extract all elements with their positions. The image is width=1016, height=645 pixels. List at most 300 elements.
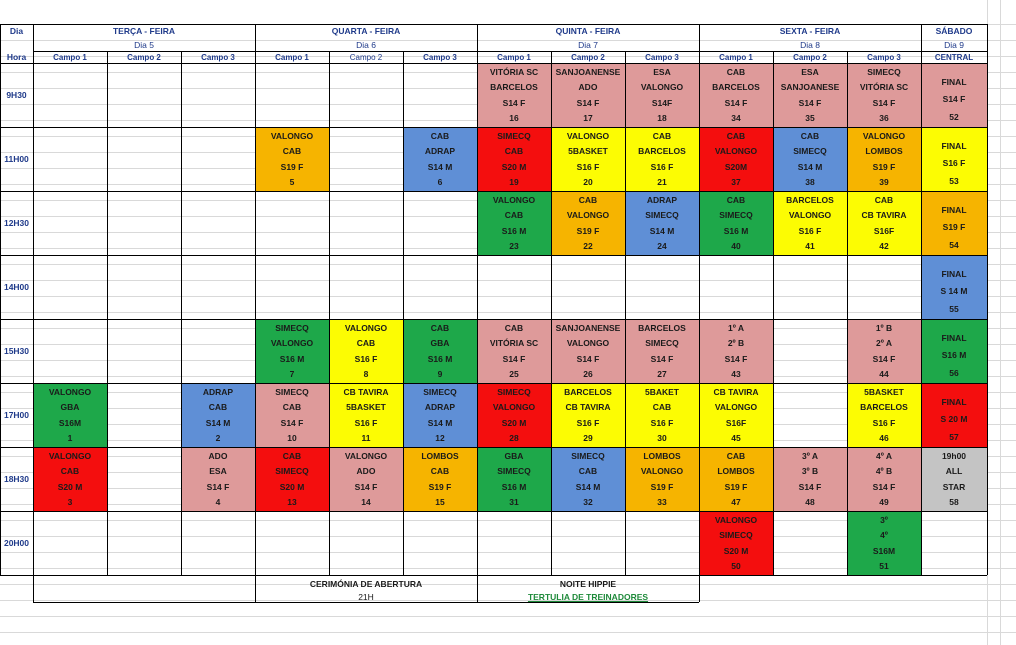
game-line: S19 F bbox=[650, 481, 674, 492]
game-line: 36 bbox=[879, 113, 889, 123]
game-cell[interactable] bbox=[551, 127, 625, 191]
game-line: CAB bbox=[60, 466, 80, 476]
game-line: 17 bbox=[583, 113, 593, 123]
game-line: 51 bbox=[879, 561, 889, 571]
game-cell[interactable] bbox=[181, 447, 255, 511]
game-line: 48 bbox=[805, 497, 815, 507]
game-line: 56 bbox=[949, 367, 959, 378]
game-line: VALONGO bbox=[48, 450, 92, 461]
game-line: 4º bbox=[880, 530, 888, 540]
game-cell[interactable] bbox=[699, 447, 773, 511]
game-line: S16 F bbox=[650, 161, 674, 172]
grid-line bbox=[0, 63, 987, 64]
day-title: QUINTA - FEIRA bbox=[555, 26, 621, 36]
game-cell[interactable] bbox=[773, 127, 847, 191]
game-line: 58 bbox=[949, 497, 959, 507]
game-line: 3º B bbox=[801, 466, 819, 476]
party-title: NOITE HIPPIE bbox=[559, 579, 617, 589]
game-line: CAB bbox=[282, 146, 302, 156]
game-line: VITÓRIA SC bbox=[489, 66, 539, 77]
game-line: VALONGO bbox=[48, 386, 92, 397]
campo-header: Campo 1 bbox=[497, 53, 531, 62]
game-line: S14F bbox=[651, 97, 673, 108]
game-line: GBA bbox=[504, 450, 524, 461]
game-line: CB TAVIRA bbox=[861, 210, 907, 220]
game-cell[interactable] bbox=[329, 319, 403, 383]
grid-line bbox=[987, 24, 988, 575]
dia-label: Dia bbox=[9, 26, 24, 36]
game-line: FINAL bbox=[941, 332, 967, 343]
game-line: BARCELOS bbox=[638, 146, 686, 156]
game-line: 41 bbox=[805, 241, 815, 251]
game-cell[interactable] bbox=[477, 191, 551, 255]
game-cell[interactable] bbox=[921, 447, 987, 511]
game-cell[interactable] bbox=[625, 447, 699, 511]
day-title: TERÇA - FEIRA bbox=[112, 26, 175, 36]
game-line: S14 F bbox=[502, 353, 526, 364]
game-line: 40 bbox=[731, 241, 741, 251]
game-cell[interactable] bbox=[699, 511, 773, 575]
game-cell[interactable] bbox=[847, 319, 921, 383]
game-line: 34 bbox=[731, 113, 741, 123]
game-cell[interactable] bbox=[33, 447, 107, 511]
game-cell[interactable] bbox=[847, 127, 921, 191]
game-line: SIMECQ bbox=[497, 386, 531, 397]
game-line: 20 bbox=[583, 177, 593, 187]
game-line: S14 F bbox=[576, 353, 600, 364]
game-line: S14 M bbox=[427, 417, 453, 428]
game-line: 42 bbox=[879, 241, 889, 251]
game-line: ADRAP bbox=[646, 194, 678, 205]
game-line: S14 F bbox=[798, 481, 822, 492]
day-title: SEXTA - FEIRA bbox=[779, 26, 841, 36]
day-subtitle: Dia 9 bbox=[944, 40, 964, 50]
game-cell[interactable] bbox=[625, 383, 699, 447]
game-cell[interactable] bbox=[699, 383, 773, 447]
game-line: VALONGO bbox=[566, 338, 610, 348]
game-line: 49 bbox=[879, 497, 889, 507]
game-line: 46 bbox=[879, 433, 889, 443]
game-line: CAB bbox=[430, 322, 450, 333]
game-line: 57 bbox=[949, 431, 959, 442]
game-line: S14 M bbox=[427, 161, 453, 172]
game-cell[interactable] bbox=[773, 447, 847, 511]
grid-line bbox=[181, 51, 182, 575]
game-line: 31 bbox=[509, 497, 519, 507]
grid-line bbox=[329, 51, 330, 575]
game-line: 23 bbox=[509, 241, 519, 251]
game-line: SIMECQ bbox=[497, 130, 531, 141]
game-line: SANJOANENSE bbox=[555, 66, 621, 77]
game-line: 55 bbox=[949, 303, 959, 314]
game-line: 22 bbox=[583, 241, 593, 251]
day-subtitle: Dia 5 bbox=[134, 40, 154, 50]
grid-line bbox=[477, 24, 478, 602]
gridline bbox=[1000, 0, 1001, 645]
game-cell[interactable] bbox=[847, 511, 921, 575]
game-line: LOMBOS bbox=[421, 450, 459, 461]
game-line: CB TAVIRA bbox=[713, 386, 759, 397]
game-line: S16 M bbox=[501, 225, 527, 236]
hour-label: 17H00 bbox=[3, 410, 30, 420]
game-line: 16 bbox=[509, 113, 519, 123]
grid-line bbox=[107, 51, 108, 575]
game-line: S14 F bbox=[280, 417, 304, 428]
game-cell[interactable] bbox=[551, 63, 625, 127]
game-line: S19 F bbox=[280, 161, 304, 172]
day-title: SÁBADO bbox=[935, 26, 973, 36]
game-line: ESA bbox=[801, 66, 819, 77]
grid-line bbox=[0, 575, 987, 576]
game-line: CAB bbox=[652, 402, 672, 412]
game-cell[interactable] bbox=[403, 127, 477, 191]
game-line: CAB bbox=[578, 466, 598, 476]
game-line: SANJOANESE bbox=[780, 82, 840, 92]
game-line: VALONGO bbox=[640, 82, 684, 92]
game-line: VITÓRIA SC bbox=[859, 82, 909, 92]
game-cell[interactable] bbox=[921, 383, 987, 447]
game-line: ADO bbox=[208, 450, 228, 461]
game-line: 8 bbox=[363, 369, 369, 379]
game-line: SIMECQ bbox=[719, 530, 753, 540]
game-line: S20M bbox=[724, 161, 748, 172]
game-line: VALONGO bbox=[270, 130, 314, 141]
game-line: FINAL bbox=[941, 268, 967, 279]
grid-line bbox=[403, 51, 404, 575]
game-line: SIMECQ bbox=[275, 386, 309, 397]
game-line: 54 bbox=[949, 239, 959, 250]
game-line: LOMBOS bbox=[643, 450, 681, 461]
game-cell[interactable] bbox=[921, 191, 987, 255]
game-line: 9 bbox=[437, 369, 443, 379]
game-cell[interactable] bbox=[477, 447, 551, 511]
game-line: 43 bbox=[731, 369, 741, 379]
day-title: QUARTA - FEIRA bbox=[331, 26, 401, 36]
grid-line bbox=[0, 383, 987, 384]
game-cell[interactable] bbox=[699, 127, 773, 191]
game-line: S14 M bbox=[205, 417, 231, 428]
game-cell[interactable] bbox=[551, 319, 625, 383]
gridline bbox=[0, 296, 1016, 297]
game-line: ADRAP bbox=[202, 386, 234, 397]
game-cell[interactable] bbox=[773, 63, 847, 127]
grid-line bbox=[0, 255, 987, 256]
game-line: 1º B bbox=[875, 322, 893, 333]
day-subtitle: Dia 6 bbox=[356, 40, 376, 50]
game-cell[interactable] bbox=[329, 383, 403, 447]
game-line: VALONGO bbox=[270, 338, 314, 348]
hora-label: Hora bbox=[6, 52, 27, 62]
game-line: 37 bbox=[731, 177, 741, 187]
game-line: CAB bbox=[504, 146, 524, 156]
game-line: 26 bbox=[583, 369, 593, 379]
game-line: CAB bbox=[726, 130, 746, 141]
game-cell[interactable] bbox=[181, 383, 255, 447]
game-line: 6 bbox=[437, 177, 443, 187]
day-subtitle: Dia 8 bbox=[800, 40, 820, 50]
game-line: VALONGO bbox=[566, 130, 610, 141]
game-cell[interactable] bbox=[255, 447, 329, 511]
game-cell[interactable] bbox=[551, 191, 625, 255]
campo-header: Campo 2 bbox=[793, 53, 827, 62]
game-line: CAB bbox=[726, 66, 746, 77]
grid-line bbox=[33, 602, 699, 603]
game-line: LOMBOS bbox=[717, 466, 755, 476]
campo-header: Campo 1 bbox=[53, 53, 87, 62]
grid-line bbox=[699, 24, 700, 602]
party-link[interactable]: TERTULIA DE TREINADORES bbox=[527, 592, 649, 602]
game-line: ADO bbox=[578, 82, 598, 92]
game-line: 25 bbox=[509, 369, 519, 379]
game-cell[interactable] bbox=[921, 127, 987, 191]
game-line: 24 bbox=[657, 241, 667, 251]
game-line: CB TAVIRA bbox=[565, 402, 611, 412]
game-line: VALONGO bbox=[492, 402, 536, 412]
grid-line bbox=[0, 127, 987, 128]
game-line: CAB bbox=[282, 450, 302, 461]
game-line: VALONGO bbox=[714, 402, 758, 412]
game-cell[interactable] bbox=[625, 127, 699, 191]
game-line: S16F bbox=[873, 225, 895, 236]
grid-line bbox=[0, 447, 987, 448]
game-cell[interactable] bbox=[921, 255, 987, 319]
hour-label: 20H00 bbox=[3, 538, 30, 548]
game-line: 53 bbox=[949, 175, 959, 186]
grid-line bbox=[33, 24, 34, 602]
grid-line bbox=[0, 511, 987, 512]
game-cell[interactable] bbox=[33, 383, 107, 447]
game-line: SIMECQ bbox=[497, 466, 531, 476]
game-line: 19h00 bbox=[941, 450, 967, 461]
campo-header: Campo 2 bbox=[349, 53, 383, 62]
game-line: FINAL bbox=[941, 396, 967, 407]
game-cell[interactable] bbox=[847, 63, 921, 127]
game-line: S16 M bbox=[941, 350, 967, 361]
grid-line bbox=[847, 51, 848, 575]
game-line: 4 bbox=[215, 497, 221, 507]
game-cell[interactable] bbox=[625, 191, 699, 255]
game-cell[interactable] bbox=[255, 319, 329, 383]
game-cell[interactable] bbox=[255, 383, 329, 447]
game-line: VALONGO bbox=[492, 194, 536, 205]
game-cell[interactable] bbox=[847, 383, 921, 447]
game-line: S16M bbox=[58, 417, 82, 428]
game-line: S14 F bbox=[724, 97, 748, 108]
game-line: S14 F bbox=[872, 481, 896, 492]
game-cell[interactable] bbox=[551, 447, 625, 511]
game-line: BARCELOS bbox=[860, 402, 908, 412]
game-line: SIMECQ bbox=[867, 66, 901, 77]
game-cell[interactable] bbox=[699, 319, 773, 383]
game-line: STAR bbox=[942, 481, 966, 492]
hour-label: 12H30 bbox=[3, 218, 30, 228]
game-line: VALONGO bbox=[862, 130, 906, 141]
hour-label: 11H00 bbox=[4, 154, 29, 164]
game-line: 2 bbox=[215, 433, 221, 443]
game-line: ADRAP bbox=[424, 402, 456, 412]
game-line: 11 bbox=[361, 433, 371, 443]
game-line: S 14 M bbox=[940, 286, 968, 297]
game-line: SIMECQ bbox=[719, 210, 753, 220]
game-line: VALONGO bbox=[344, 450, 388, 461]
game-line: S14 F bbox=[872, 97, 896, 108]
game-cell[interactable] bbox=[847, 447, 921, 511]
game-line: S20 M bbox=[57, 481, 83, 492]
grid-line bbox=[0, 319, 987, 320]
campo-header: Campo 3 bbox=[423, 53, 457, 62]
game-line: 3º A bbox=[801, 450, 819, 461]
game-line: 2º B bbox=[727, 338, 745, 348]
game-cell[interactable] bbox=[403, 319, 477, 383]
game-line: 27 bbox=[657, 369, 667, 379]
game-line: S20 M bbox=[723, 545, 749, 556]
game-line: S16 F bbox=[942, 158, 966, 169]
game-line: GBA bbox=[430, 338, 450, 348]
game-line: S14 F bbox=[872, 353, 896, 364]
game-line: S19 F bbox=[428, 481, 452, 492]
game-cell[interactable] bbox=[773, 191, 847, 255]
gridline bbox=[0, 312, 1016, 313]
game-line: S16 M bbox=[279, 353, 305, 364]
game-cell[interactable] bbox=[477, 63, 551, 127]
game-line: SIMECQ bbox=[793, 146, 827, 156]
game-line: 44 bbox=[879, 369, 889, 379]
game-line: BARCELOS bbox=[564, 386, 612, 397]
gridline bbox=[0, 264, 1016, 265]
game-line: VALONGO bbox=[640, 466, 684, 476]
game-line: ESA bbox=[653, 66, 671, 77]
game-line: VALONGO bbox=[714, 146, 758, 156]
game-line: 39 bbox=[879, 177, 889, 187]
game-line: 45 bbox=[731, 433, 741, 443]
game-line: S14 F bbox=[650, 353, 674, 364]
ceremony-title: CERIMÓNIA DE ABERTURA bbox=[309, 579, 423, 589]
game-line: CAB bbox=[578, 194, 598, 205]
game-line: FINAL bbox=[941, 204, 967, 215]
hour-label: 9H30 bbox=[6, 90, 27, 100]
game-line: S16 F bbox=[650, 417, 674, 428]
game-line: 1 bbox=[67, 433, 73, 443]
game-line: 4º B bbox=[875, 466, 893, 476]
game-line: BARCELOS bbox=[490, 82, 538, 92]
game-line: BARCELOS bbox=[712, 82, 760, 92]
game-line: S14 M bbox=[575, 481, 601, 492]
game-line: SIMECQ bbox=[645, 210, 679, 220]
game-line: CAB bbox=[874, 194, 894, 205]
game-line: S16 M bbox=[427, 353, 453, 364]
game-line: 12 bbox=[435, 433, 445, 443]
game-cell[interactable] bbox=[699, 63, 773, 127]
game-cell[interactable] bbox=[403, 447, 477, 511]
game-line: 21 bbox=[657, 177, 667, 187]
game-cell[interactable] bbox=[699, 191, 773, 255]
game-line: 5BASKET bbox=[346, 402, 386, 412]
grid-line bbox=[625, 51, 626, 575]
grid-line bbox=[33, 51, 987, 52]
game-line: 18 bbox=[657, 113, 667, 123]
game-line: 33 bbox=[657, 497, 667, 507]
game-cell[interactable] bbox=[477, 383, 551, 447]
game-line: S14 F bbox=[354, 481, 378, 492]
game-line: S16 F bbox=[798, 225, 822, 236]
game-line: GBA bbox=[60, 402, 80, 412]
game-line: S16 F bbox=[576, 417, 600, 428]
game-line: VALONGO bbox=[566, 210, 610, 220]
game-line: S14 F bbox=[502, 97, 526, 108]
game-line: S16 F bbox=[872, 417, 896, 428]
game-cell[interactable] bbox=[403, 383, 477, 447]
game-line: S16F bbox=[725, 417, 747, 428]
game-line: CB TAVIRA bbox=[343, 386, 389, 397]
game-line: 5BASKET bbox=[568, 146, 608, 156]
game-line: S20 M bbox=[279, 481, 305, 492]
game-cell[interactable] bbox=[921, 319, 987, 383]
game-line: CAB bbox=[652, 130, 672, 141]
game-line: S16 F bbox=[354, 353, 378, 364]
game-line: CAB bbox=[430, 130, 450, 141]
game-line: 2º A bbox=[875, 338, 893, 348]
game-line: CAB bbox=[282, 402, 302, 412]
grid-line bbox=[0, 24, 1, 575]
game-line: 3 bbox=[67, 497, 73, 507]
game-line: S14 F bbox=[206, 481, 230, 492]
game-line: S19 F bbox=[724, 481, 748, 492]
game-line: VALONGO bbox=[788, 210, 832, 220]
game-cell[interactable] bbox=[477, 319, 551, 383]
game-line: SIMECQ bbox=[571, 450, 605, 461]
game-line: S14 M bbox=[649, 225, 675, 236]
game-cell[interactable] bbox=[625, 63, 699, 127]
game-line: 5 bbox=[289, 177, 295, 187]
game-line: CAB bbox=[726, 194, 746, 205]
game-cell[interactable] bbox=[477, 127, 551, 191]
game-line: S16 M bbox=[723, 225, 749, 236]
game-line: 14 bbox=[361, 497, 371, 507]
game-line: SIMECQ bbox=[645, 338, 679, 348]
game-line: S14 F bbox=[942, 94, 966, 105]
grid-line bbox=[921, 24, 922, 575]
game-line: ESA bbox=[209, 466, 227, 476]
game-line: S14 F bbox=[724, 353, 748, 364]
campo-header: Campo 1 bbox=[719, 53, 753, 62]
game-cell[interactable] bbox=[329, 447, 403, 511]
game-line: S19 F bbox=[942, 222, 966, 233]
game-cell[interactable] bbox=[551, 383, 625, 447]
game-cell[interactable] bbox=[255, 127, 329, 191]
game-line: CAB bbox=[504, 322, 524, 333]
game-line: LOMBOS bbox=[865, 146, 903, 156]
campo-header: Campo 3 bbox=[201, 53, 235, 62]
game-line: SIMECQ bbox=[275, 322, 309, 333]
game-line: ADRAP bbox=[424, 146, 456, 156]
grid-line bbox=[255, 24, 256, 602]
game-line: 52 bbox=[949, 111, 959, 122]
campo-header: Campo 2 bbox=[127, 53, 161, 62]
hour-label: 14H00 bbox=[3, 282, 30, 292]
game-line: 15 bbox=[435, 497, 445, 507]
game-cell[interactable] bbox=[625, 319, 699, 383]
game-line: S20 M bbox=[501, 161, 527, 172]
game-line: 35 bbox=[805, 113, 815, 123]
game-cell[interactable] bbox=[847, 191, 921, 255]
day-subtitle: Dia 7 bbox=[578, 40, 598, 50]
game-line: ALL bbox=[945, 466, 963, 476]
game-line: VALONGO bbox=[344, 322, 388, 333]
campo-header: Campo 3 bbox=[867, 53, 901, 62]
game-line: FINAL bbox=[941, 140, 967, 151]
game-cell[interactable] bbox=[921, 63, 987, 127]
hour-label: 15H30 bbox=[3, 346, 30, 356]
